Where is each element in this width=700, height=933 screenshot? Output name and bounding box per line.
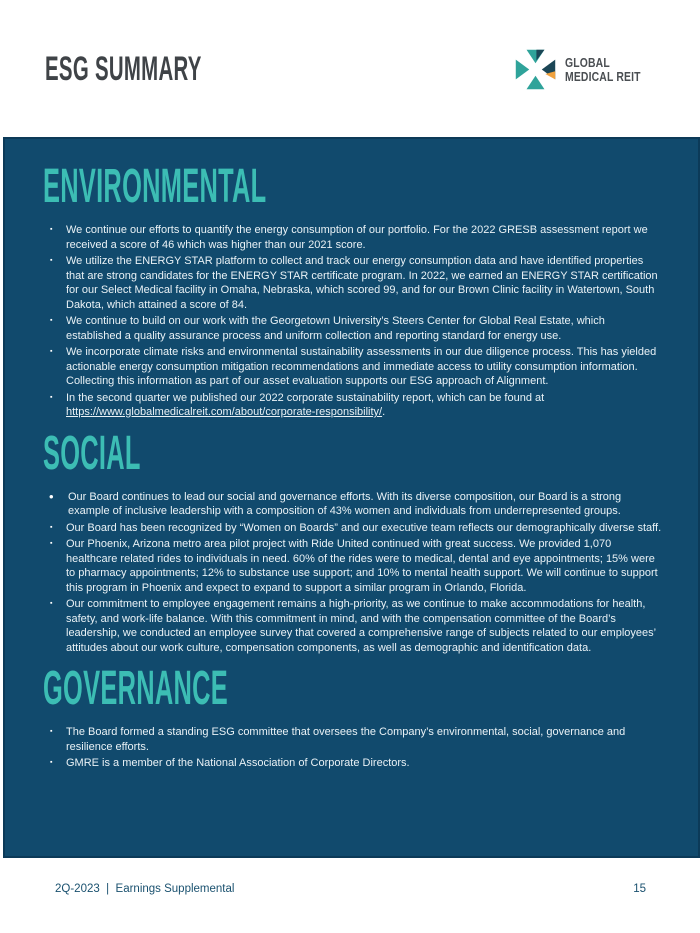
corporate-responsibility-link[interactable]: https://www.globalmedicalreit.com/about/corporate-responsibility/: [66, 406, 383, 418]
section-social: [43, 426, 662, 656]
bullet-text: Our Phoenix, Arizona metro area pilot project with Ride United continued with great success. We provided 1,070 healthcare related rides to individuals in need. 60% of the rides were to medical, dental and eye appointments; 15% were to pharmacy appointments; 12% to substance use support; and 10% to mental health support. We will continue to support this program in Phoenix and expect to expand to support a similar program in Orlando, Florida.: [66, 538, 658, 594]
bullet-text-suffix: .: [382, 406, 386, 418]
logo-wordmark: [565, 56, 641, 83]
page-footer: [55, 883, 646, 895]
bullet-text: The Board formed a standing ESG committee that oversees the Company’s environmental, social, governance and resilience efforts.: [66, 726, 626, 753]
bullet-list-governance: [44, 725, 662, 771]
bullet-item: [50, 597, 662, 655]
logo-text-line2: MEDICAL REIT: [565, 68, 641, 84]
page-title: ESG SUMMARY: [45, 50, 202, 88]
sections-root: [43, 160, 662, 771]
global-medical-reit-logo: [514, 48, 660, 91]
bullet-list-environmental: [44, 223, 662, 420]
bullet-item: [50, 521, 662, 536]
footer-page-number: 15: [633, 883, 646, 895]
section-governance: [43, 662, 662, 771]
logo-text-line1: GLOBAL: [565, 55, 610, 70]
bullet-item: [50, 756, 662, 771]
bullet-list-social: [44, 490, 662, 656]
bullet-text: GMRE is a member of the National Association of Corporate Directors.: [66, 757, 410, 769]
bullet-text: Our Board has been recognized by “Women on Boards” and our executive team reflects our demographically diverse staff.: [66, 521, 662, 534]
bullet-item: [50, 223, 662, 252]
bullet-text: We continue our efforts to quantify the energy consumption of our portfolio. For the 2022 GRESB assessment report we received a score of 46 which was higher than our 2021 score.: [66, 224, 648, 251]
bullet-text: In the second quarter we published our 2022 corporate sustainability report, which can be found at: [66, 391, 545, 404]
bullet-item: [50, 345, 662, 389]
bullet-text: We utilize the ENERGY STAR platform to collect and track our energy consumption data and have identified properties that are strong candidates for the ENERGY STAR certificate program. In 2022, we earned an ENERGY STAR certification for our Select Medical facility in Omaha, Nebraska, which scored 99, and for our Brown Clinic facility in Watertown, South Dakota, which attained a score of 84.: [66, 255, 658, 311]
section-environmental: [43, 160, 662, 420]
footer-document-label: 2Q-2023 | Earnings Supplemental: [55, 883, 235, 895]
bullet-text: Our commitment to employee engagement remains a high-priority, as we continue to make accommodations for health, safety, and work-life balance. With this commitment in mind, and with the compensation committee of the Board’s leadership, we conducted an employee survey that covered a comprehensive range of subjects related to our employees’ attitudes about our work culture, compensation components, as well as demographic and identification data.: [66, 598, 656, 654]
section-heading-governance: GOVERNANCE: [43, 662, 228, 715]
bullet-item: [50, 490, 662, 519]
bullet-text: Our Board continues to lead our social and governance efforts. With its diverse composition, our Board is a strong example of inclusive leadership with a composition of 43% women and individuals from underrepresented groups.: [68, 490, 622, 517]
section-heading-environmental: ENVIRONMENTAL: [43, 160, 267, 213]
bullet-item: [50, 725, 662, 754]
esg-content-panel: [3, 137, 700, 858]
bullet-text: We incorporate climate risks and environmental sustainability assessments in our due diligence process. This has yielded actionable energy consumption mitigation recommendations and immediate access to utility consumption information. Collecting this information as part of our asset evaluation supports our ESG approach of Alignment.: [66, 346, 657, 387]
bullet-text: We continue to build on our work with the Georgetown University’s Steers Center for Global Real Estate, which established a quality assurance process and uniform collection and reporting standard for energy use.: [66, 315, 605, 342]
bullet-item: [50, 254, 662, 312]
bullet-item: [50, 314, 662, 343]
bullet-item: [50, 537, 662, 595]
logo-cross-pinwheel-icon: [514, 48, 557, 91]
section-heading-social: SOCIAL: [43, 426, 141, 480]
bullet-item: [50, 391, 662, 420]
